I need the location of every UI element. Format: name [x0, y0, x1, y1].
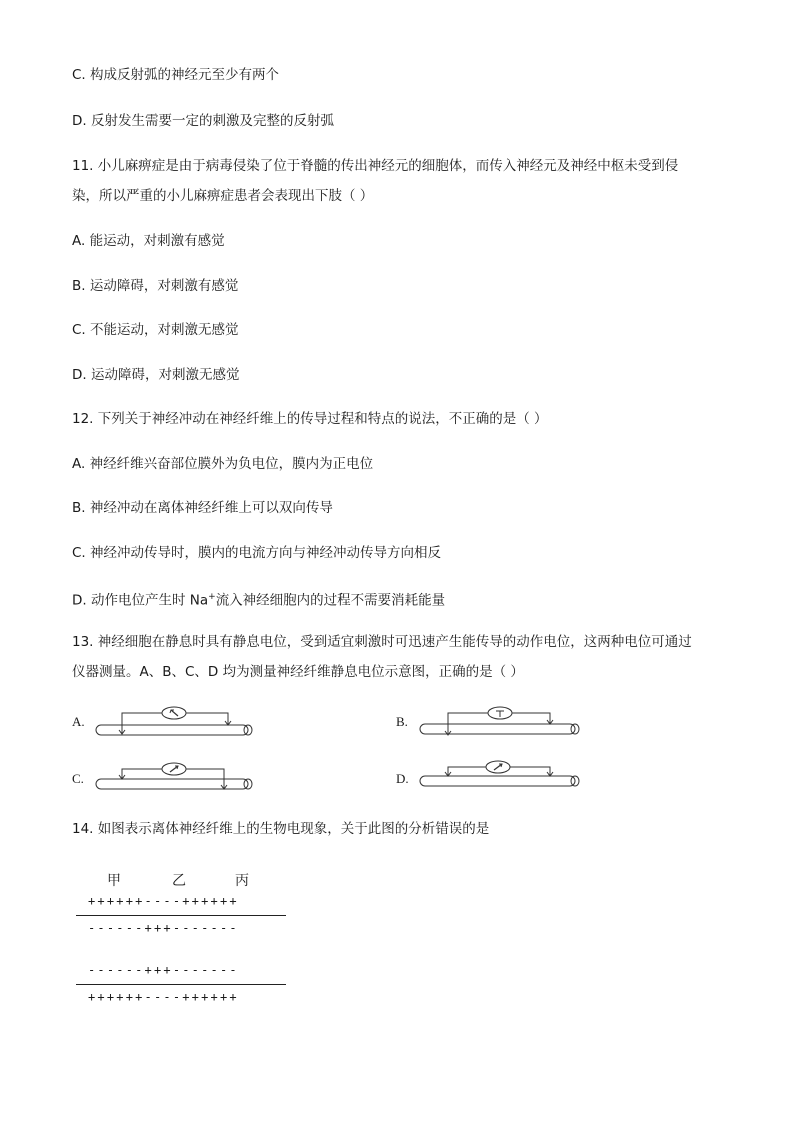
figure-b-nerve-fiber-diagram	[416, 704, 586, 742]
membrane-inner-charges-bottom: ------+++-------	[88, 963, 239, 977]
membrane-line-top	[76, 915, 286, 916]
q13-stem-line1: 13. 神经细胞在静息时具有静息电位，受到适宜刺激时可迅速产生能传导的动作电位，这两种电位可通过	[72, 634, 692, 650]
q12-option-a: A. 神经纤维兴奋部位膜外为负电位，膜内为正电位	[72, 456, 374, 472]
figure-b-label: B.	[396, 714, 408, 729]
sodium-charge: +	[208, 592, 216, 602]
q11-option-c: C. 不能运动，对刺激无感觉	[72, 322, 239, 338]
q11-stem-line1: 11. 小儿麻痹症是由于病毒侵染了位于脊髓的传出神经元的细胞体，而传入神经元及神经中枢未受到侵	[72, 158, 679, 174]
figure-a-nerve-fiber-diagram	[92, 700, 262, 745]
q12-option-d	[72, 587, 445, 611]
q10-option-d: D. 反射发生需要一定的刺激及完整的反射弧	[72, 113, 334, 129]
q12-option-d-pre: D. 动作电位产生时 Na	[72, 592, 209, 609]
q12-stem: 12. 下列关于神经冲动在神经纤维上的传导过程和特点的说法，不正确的是（ ）	[72, 411, 548, 427]
q10-option-c: C. 构成反射弧的神经元至少有两个	[72, 67, 280, 83]
region-jia-label: 甲	[107, 873, 121, 889]
region-yi-label: 乙	[172, 873, 186, 889]
membrane-outer-charges-top: ++++++----++++++	[88, 894, 239, 908]
q12-option-b: B. 神经冲动在离体神经纤维上可以双向传导	[72, 500, 333, 516]
q12-option-d-post: 流入神经细胞内的过程不需要消耗能量	[215, 592, 446, 609]
figure-a-label: A.	[72, 714, 85, 729]
membrane-line-bottom	[76, 984, 286, 985]
region-bing-label: 丙	[235, 873, 249, 889]
membrane-inner-charges-top: ------+++-------	[88, 921, 239, 935]
q11-option-a: A. 能运动，对刺激有感觉	[72, 233, 225, 249]
membrane-outer-charges-bottom: ++++++----++++++	[88, 990, 239, 1004]
q11-option-d: D. 运动障碍，对刺激无感觉	[72, 367, 240, 383]
figure-c-label: C.	[72, 771, 84, 786]
figure-d-label: D.	[396, 771, 409, 786]
q11-option-b: B. 运动障碍，对刺激有感觉	[72, 278, 239, 294]
figure-d-nerve-fiber-diagram	[416, 755, 586, 795]
q13-stem-line2: 仪器测量。A、B、C、D 均为测量神经纤维静息电位示意图，正确的是（ ）	[72, 664, 524, 680]
q12-option-c: C. 神经冲动传导时，膜内的电流方向与神经冲动传导方向相反	[72, 545, 442, 561]
q11-stem-line2: 染，所以严重的小儿麻痹症患者会表现出下肢（ ）	[72, 188, 374, 204]
figure-c-nerve-fiber-diagram	[92, 758, 262, 798]
q14-stem: 14. 如图表示离体神经纤维上的生物电现象，关于此图的分析错误的是	[72, 821, 490, 837]
